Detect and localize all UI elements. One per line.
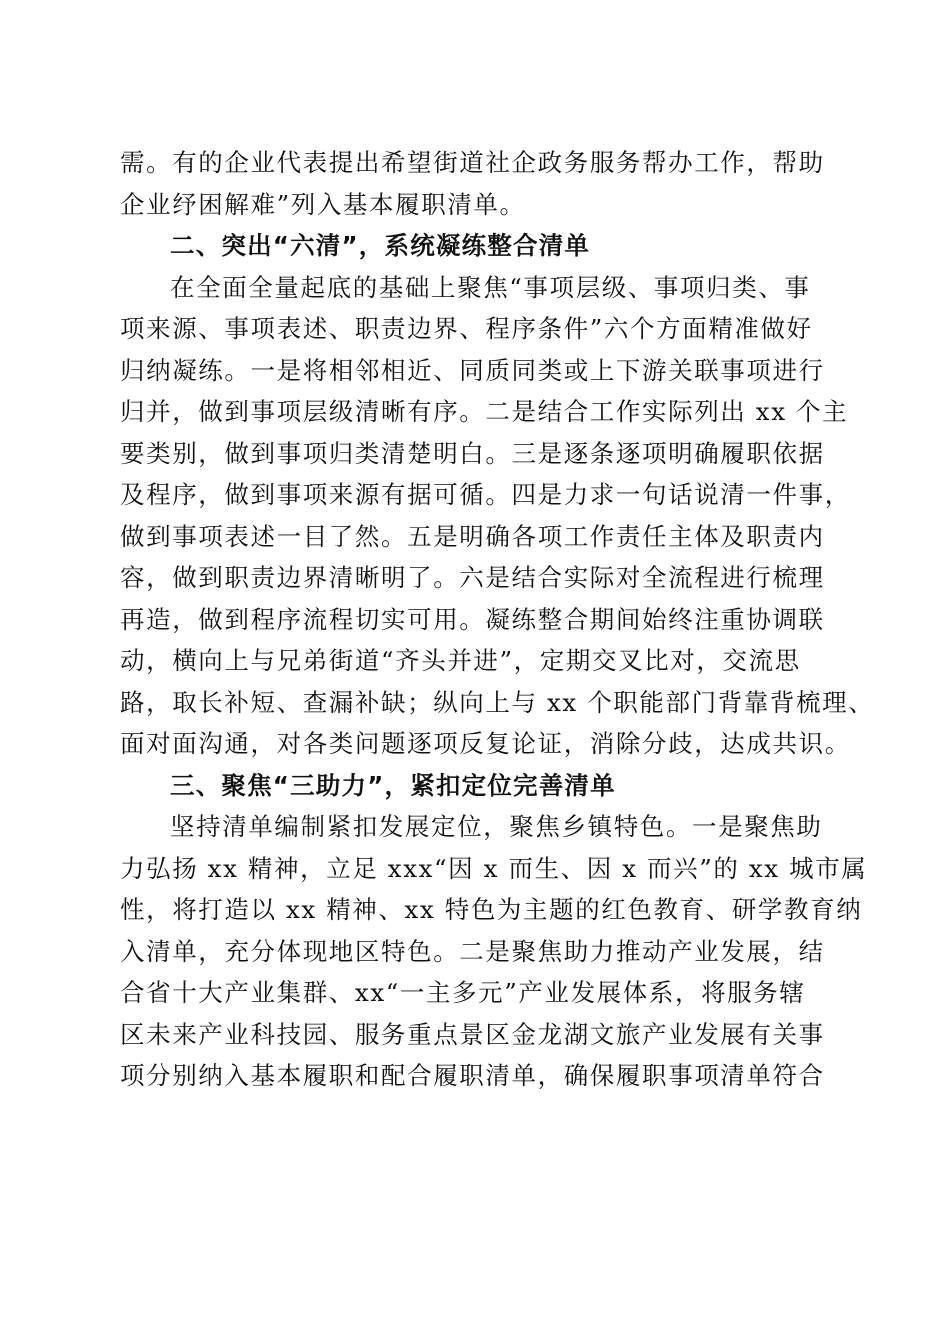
text-line: 容，做到职责边界清晰明了。六是结合实际对全流程进行梳理 <box>120 563 825 592</box>
text-line: 项分别纳入基本履职和配合履职清单，确保履职事项清单符合 <box>120 1061 825 1090</box>
text-line: 需。有的企业代表提出希望街道社企政务服务帮办工作，帮助 <box>120 148 825 177</box>
text-line: 路，取长补短、查漏补缺；纵向上与 xx 个职能部门背靠背梳理、 <box>120 687 875 717</box>
text-line: 做到事项表述一目了然。五是明确各项工作责任主体及职责内 <box>120 521 825 551</box>
text-line: 动，横向上与兄弟街道“齐头并进”，定期交叉比对，交流思 <box>120 646 801 675</box>
section-heading-2: 二、突出“六清”，系统凝练整合清单 <box>170 231 591 260</box>
document-body <box>120 142 875 1097</box>
text-line: 力弘扬 xx 精神，立足 xxx“因 x 而生、因 x 而兴”的 xx 城市属 <box>120 853 868 883</box>
text-line: 在全面全量起底的基础上聚焦“事项层级、事项归类、事 <box>170 272 811 302</box>
text-line: 性，将打造以 xx 精神、xx 特色为主题的红色教育、研学教育纳 <box>120 895 863 924</box>
text-line: 要类别，做到事项归类清楚明白。三是逐条逐项明确履职依据 <box>120 438 825 468</box>
text-line: 项来源、事项表述、职责边界、程序条件”六个方面精准做好 <box>120 314 813 343</box>
text-line: 企业纾困解难”列入基本履职清单。 <box>120 189 526 219</box>
text-line: 及程序，做到事项来源有据可循。四是力求一句话说清一件事， <box>120 480 851 509</box>
text-line: 再造，做到程序流程切实可用。凝练整合期间始终注重协调联 <box>120 604 825 634</box>
paragraph-section-2 <box>120 267 875 765</box>
paragraph-section-3 <box>120 806 868 1097</box>
text-line: 入清单，充分体现地区特色。二是聚焦助力推动产业发展，结 <box>120 936 825 966</box>
text-line: 归并，做到事项层级清晰有序。二是结合工作实际列出 xx 个主 <box>120 397 849 426</box>
text-line: 面对面沟通，对各类问题逐项反复论证，消除分歧，达成共识。 <box>120 729 851 758</box>
paragraph-intro <box>120 142 830 225</box>
text-line: 坚持清单编制紧扣发展定位，聚焦乡镇特色。一是聚焦助 <box>170 812 823 841</box>
text-line: 合省十大产业集群、xx“一主多元”产业发展体系，将服务辖 <box>120 978 806 1007</box>
text-line: 区未来产业科技园、服务重点景区金龙湖文旅产业发展有关事 <box>120 1019 825 1049</box>
text-line: 归纳凝练。一是将相邻相近、同质同类或上下游关联事项进行 <box>120 355 825 385</box>
section-heading-3: 三、聚焦“三助力”，紧扣定位完善清单 <box>170 770 616 800</box>
